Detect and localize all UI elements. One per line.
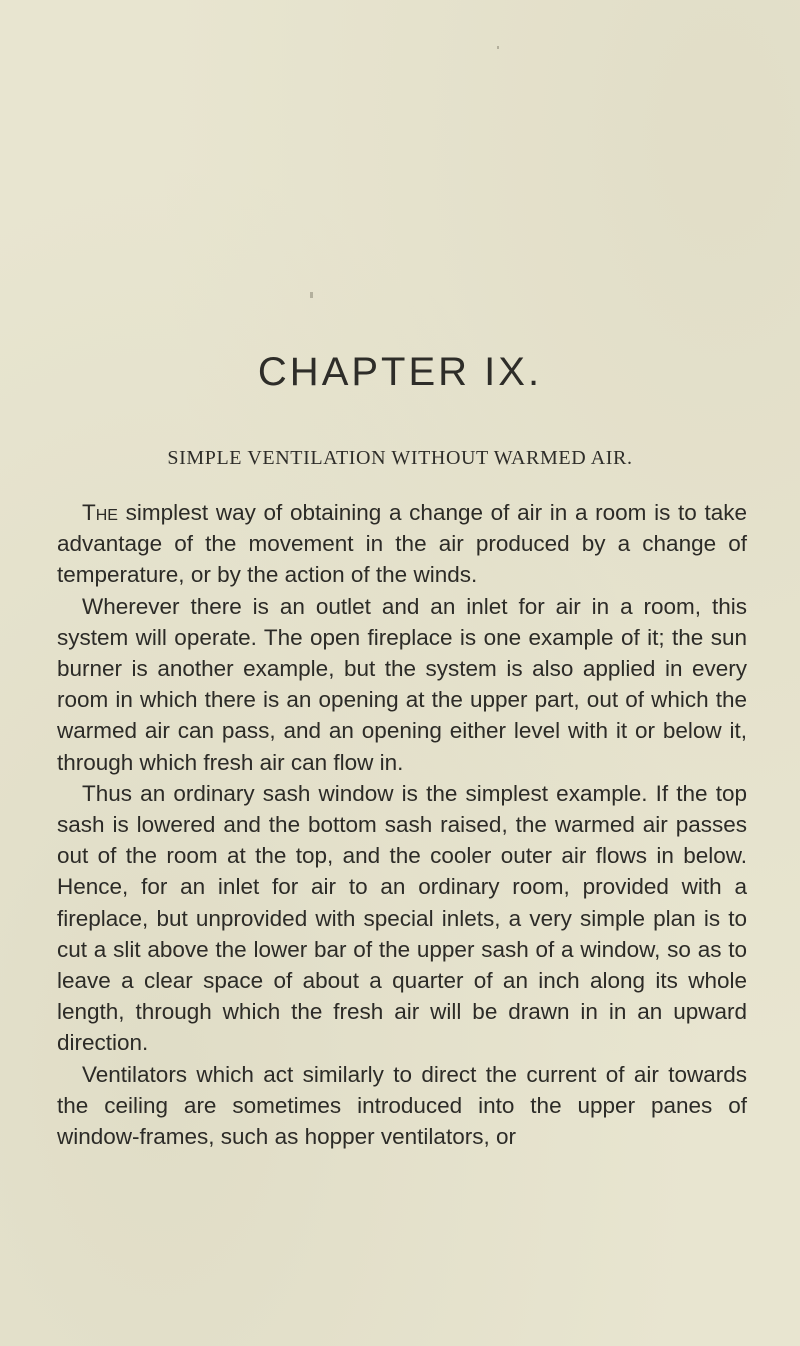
paragraph-lead-word: The (82, 500, 118, 525)
speck-mark (497, 46, 499, 49)
paragraph-1 (57, 497, 747, 591)
chapter-body (57, 497, 747, 1152)
paragraph-2: Wherever there is an outlet and an inlet for air in a room, this system will operate. The open fireplace is one example of it; the sun burner is another example, but the system is also applied in every room in which there is an opening at the upper part, out of which the warmed air can pass, and an opening either level with it or below it, through which fresh air can flow in. (57, 593, 747, 775)
paragraph-3: Thus an ordinary sash window is the simplest example. If the top sash is lowered and the bottom sash raised, the warmed air passes out of the room at the top, and the cooler outer air flows in below. Hence, for an inlet for air to an ordinary room, provided with a fireplace, but unprovided with special inlets, a very simple plan is to cut a slit above the lower bar of the upper sash of a window, so as to leave a clear space of about a quarter of an inch along its whole length, through which the fresh air will be drawn in in an upward direction. (57, 780, 747, 1056)
paragraph-4: Ventilators which act similarly to direct the current of air towards the ceiling are sometimes introduced into the upper panes of window-frames, such as hopper ventilators, or (57, 1061, 747, 1150)
paragraph-1-text: simplest way of obtaining a change of air in a room is to take advantage of the movement in the air produced by a change of temperature, or by the action of the winds. (57, 500, 747, 588)
chapter-title: CHAPTER IX. (257, 350, 543, 394)
chapter-subtitle: SIMPLE VENTILATION WITHOUT WARMED AIR. (167, 447, 633, 469)
speck-mark (310, 292, 313, 298)
